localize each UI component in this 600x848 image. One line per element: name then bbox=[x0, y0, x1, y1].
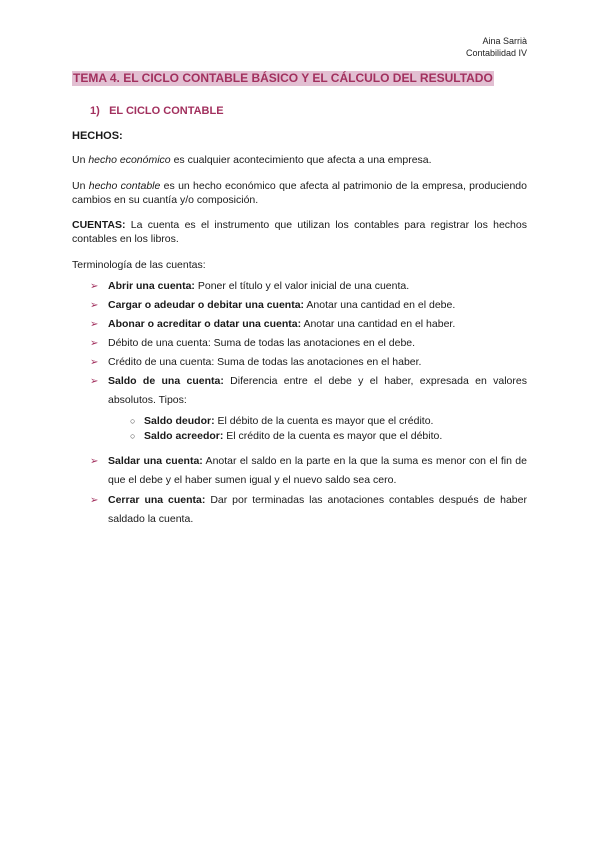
sub-text: El débito de la cuenta es mayor que el crédito. bbox=[214, 415, 434, 427]
list-item bbox=[90, 372, 527, 410]
p1-post: es cualquier acontecimiento que afecta a una empresa. bbox=[170, 154, 432, 166]
hecho-economico-paragraph bbox=[72, 153, 527, 167]
bullet-text: Diferencia entre el debe y el haber, expresada en valores absolutos. Tipos: bbox=[108, 375, 527, 406]
list-item bbox=[90, 315, 527, 334]
list-item bbox=[90, 452, 527, 490]
bullet-term: Cargar o adeudar o debitar una cuenta: bbox=[108, 299, 305, 311]
cuentas-text: La cuenta es el instrumento que utilizan los contables para registrar los hechos contables en los libros. bbox=[72, 219, 527, 245]
bullet-term: Saldo de una cuenta: bbox=[108, 375, 224, 387]
cuentas-paragraph bbox=[72, 218, 527, 246]
bullet-text: Débito de una cuenta: Suma de todas las anotaciones en el debe. bbox=[108, 337, 416, 349]
bullet-term: Abrir una cuenta: bbox=[108, 280, 195, 292]
arrow-bullet-icon: ➢ bbox=[90, 357, 99, 368]
sub-list-item bbox=[130, 429, 527, 444]
circle-bullet-icon: ○ bbox=[130, 431, 136, 441]
section-label: EL CICLO CONTABLE bbox=[109, 105, 224, 117]
page-title: TEMA 4. EL CICLO CONTABLE BÁSICO Y EL CÁLCULO DEL RESULTADO bbox=[73, 71, 493, 85]
hechos-heading: HECHOS: bbox=[72, 130, 123, 142]
page-header bbox=[466, 35, 527, 59]
circle-bullet-icon: ○ bbox=[130, 416, 136, 426]
list-item bbox=[90, 296, 527, 315]
list-item bbox=[90, 277, 527, 296]
arrow-bullet-icon: ➢ bbox=[90, 338, 99, 349]
sub-list-item bbox=[130, 414, 527, 429]
bullet-text: Dar por terminadas las anotaciones contables después de haber saldado la cuenta. bbox=[108, 494, 527, 525]
author-name: Aina Sarrià bbox=[482, 36, 527, 46]
cuentas-label: CUENTAS: bbox=[72, 219, 126, 231]
p2-pre: Un bbox=[72, 180, 89, 192]
p1-pre: Un bbox=[72, 154, 89, 166]
sub-term: Saldo deudor: bbox=[144, 415, 215, 427]
sub-term: Saldo acreedor: bbox=[144, 430, 224, 442]
hecho-contable-paragraph bbox=[72, 179, 527, 207]
p2-term: hecho contable bbox=[88, 180, 161, 192]
section-number: 1) bbox=[90, 105, 100, 117]
p2-post: es un hecho económico que afecta al patrimonio de la empresa, produciendo cambios en su cuantía y/o composición. bbox=[72, 180, 527, 206]
bullet-term: Saldar una cuenta: bbox=[108, 455, 203, 467]
terminologia-label: Terminología de las cuentas: bbox=[72, 259, 206, 271]
section-heading bbox=[90, 104, 224, 118]
arrow-bullet-icon: ➢ bbox=[90, 300, 99, 311]
arrow-bullet-icon: ➢ bbox=[90, 319, 99, 330]
list-item bbox=[90, 353, 527, 372]
bullet-text: Anotar una cantidad en el haber. bbox=[301, 318, 456, 330]
list-item bbox=[90, 491, 527, 529]
bullet-text: Anotar una cantidad en el debe. bbox=[304, 299, 456, 311]
bullet-text: Anotar el saldo en la parte en la que la suma es menor con el fin de que el debe y el haber sumen igual y el nuevo saldo sea cero. bbox=[108, 455, 527, 486]
arrow-bullet-icon: ➢ bbox=[90, 281, 99, 292]
list-item bbox=[90, 334, 527, 353]
bullet-text: Crédito de una cuenta: Suma de todas las anotaciones en el haber. bbox=[108, 356, 422, 368]
subject-name: Contabilidad IV bbox=[465, 48, 527, 58]
arrow-bullet-icon: ➢ bbox=[90, 456, 99, 467]
bullet-text: Poner el título y el valor inicial de una cuenta. bbox=[194, 280, 410, 292]
bullet-term: Cerrar una cuenta: bbox=[108, 494, 206, 506]
arrow-bullet-icon: ➢ bbox=[90, 495, 99, 506]
p1-term: hecho económico bbox=[88, 154, 171, 166]
bullet-term: Abonar o acreditar o datar una cuenta: bbox=[108, 318, 302, 330]
arrow-bullet-icon: ➢ bbox=[90, 376, 99, 387]
sub-text: El crédito de la cuenta es mayor que el débito. bbox=[223, 430, 443, 442]
